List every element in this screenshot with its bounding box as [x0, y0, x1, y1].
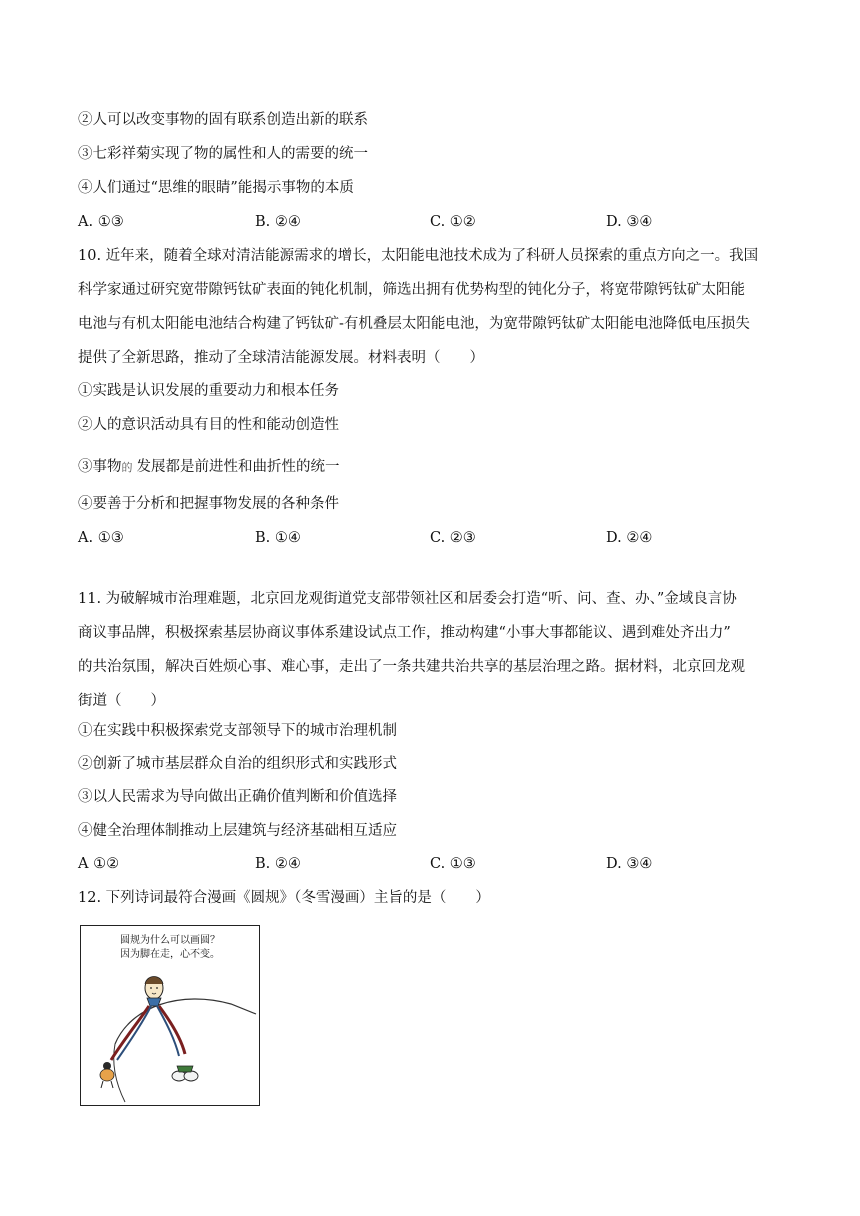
q10-choice-b: B. ①④: [255, 530, 301, 546]
q11-option-2: ②创新了城市基层群众自治的组织形式和实践形式: [78, 756, 397, 772]
right-foot-shoe-2: [184, 1071, 198, 1081]
q10-option-3-raised-char: 的: [121, 461, 133, 474]
q10-choice-c: C. ②③: [430, 530, 476, 546]
left-foot-legs: [101, 1081, 113, 1088]
cartoon-caption-line-2: 因为脚在走，心不变。: [120, 949, 220, 960]
q10-option-3-part-a: ③事物: [78, 459, 122, 475]
q10-stem-line-1: 10. 近年来，随着全球对清洁能源需求的增长，太阳能电池技术成为了科研人员探索的重点方向之一。我国: [78, 248, 759, 264]
q11-stem: [78, 582, 784, 718]
q9-choice-a: A. ①③: [78, 214, 124, 230]
q11-stem-line-1: 11. 为破解城市治理难题，北京回龙观街道党支部带领社区和居委会打造“听、问、查、办、”金域良言协: [78, 591, 737, 607]
q9-choice-c: C. ①②: [430, 214, 476, 230]
q10-choices: [78, 528, 784, 548]
q11-option-3: ③以人民需求为导向做出正确价值判断和价值选择: [78, 789, 397, 805]
q11-option-1: ①在实践中积极探索党支部领导下的城市治理机制: [78, 723, 397, 739]
left-foot-body: [100, 1069, 114, 1081]
compass-cartoon: [80, 925, 260, 1106]
q12-stem: 12. 下列诗词最符合漫画《圆规》（冬雪漫画）主旨的是（ ）: [78, 890, 490, 906]
q10-stem-line-3: 电池与有机太阳能电池结合构建了钙钛矿-有机叠层太阳能电池，为宽带隙钙钛矿太阳能电池降低电压损失: [78, 316, 750, 332]
compass-figure-drawing: [81, 926, 258, 1104]
q11-choices: [78, 854, 784, 874]
q11-stem-line-3: 的共治氛围，解决百姓烦心事、难心事，走出了一条共建共治共享的基层治理之路。据材料，北京回龙观: [78, 659, 745, 675]
hair: [145, 977, 163, 985]
q10-option-3: [78, 457, 340, 477]
q10-option-2: ②人的意识活动具有目的性和能动创造性: [78, 417, 339, 433]
q10-option-4: ④要善于分析和把握事物发展的各种条件: [78, 496, 339, 512]
q11-choice-d: D. ③④: [606, 856, 653, 872]
q11-choice-b: B. ②④: [255, 856, 301, 872]
q9-option-4: ④人们通过“思维的眼睛”能揭示事物的本质: [78, 180, 354, 196]
q11-option-4: ④健全治理体制推动上层建筑与经济基础相互适应: [78, 823, 397, 839]
left-leg: [111, 1006, 149, 1060]
q11-stem-line-4: 街道（ ）: [78, 693, 165, 709]
q9-choices: [78, 212, 784, 232]
q9-option-2: ②人可以改变事物的固有联系创造出新的联系: [78, 112, 368, 128]
right-foot-sock: [177, 1066, 193, 1072]
q11-choice-a: A ①②: [78, 856, 120, 872]
q10-option-3-part-b: 发展都是前进性和曲折性的统一: [136, 459, 340, 475]
circle-arc: [115, 999, 256, 1044]
q9-choice-b: B. ②④: [255, 214, 301, 230]
cartoon-caption-line-1: 圆规为什么可以画圆？: [120, 935, 220, 946]
q11-stem-line-2: 商议事品牌，积极探索基层协商议事体系建设试点工作，推动构建“小事大事都能议、遇到难处齐出力”: [78, 625, 731, 641]
q10-choice-a: A. ①③: [78, 530, 124, 546]
q10-stem: [78, 239, 784, 375]
q9-option-3: ③七彩祥菊实现了物的属性和人的需要的统一: [78, 146, 368, 162]
q10-option-1: ①实践是认识发展的重要动力和根本任务: [78, 383, 339, 399]
q10-choice-d: D. ②④: [606, 530, 653, 546]
q10-stem-line-4: 提供了全新思路，推动了全球清洁能源发展。材料表明（ ）: [78, 350, 484, 366]
right-leg: [159, 1006, 185, 1054]
q11-choice-c: C. ①③: [430, 856, 476, 872]
q9-choice-d: D. ③④: [606, 214, 653, 230]
left-leg-inner: [117, 1006, 151, 1060]
q10-stem-line-2: 科学家通过研究宽带隙钙钛矿表面的钝化机制，筛选出拥有优势构型的钝化分子，将宽带隙钙钛矿太阳能: [78, 282, 745, 298]
